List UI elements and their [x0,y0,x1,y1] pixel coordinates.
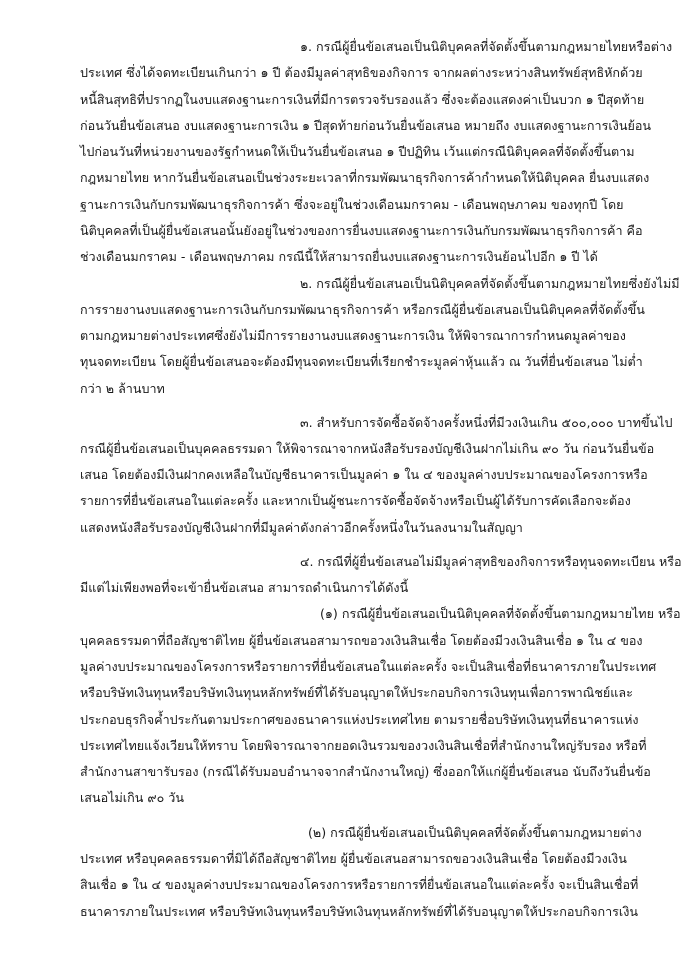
paragraph-2-line-2: การรายงานงบแสดงฐานะการเงินกับกรมพัฒนาธุรกิจการค้า หรือกรณีผู้ยื่นข้อเสนอเป็นนิติบุคคลที่จัดตั้งขึ้น [80,302,645,317]
subitem-1-line-4: หรือบริษัทเงินทุนหรือบริษัทเงินทุนหลักทรัพย์ที่ได้รับอนุญาตให้ประกอบกิจการเงินทุนเพื่อการพาณิชย์และ [80,685,633,700]
paragraph-1-line-4: ก่อนวันยื่นข้อเสนอ งบแสดงฐานะการเงิน ๑ ปีสุดท้ายก่อนวันยื่นข้อเสนอ หมายถึง งบแสดงฐานะการเงินย้อน [80,118,651,133]
paragraph-1-line-3: หนี้สินสุทธิที่ปรากฏในงบแสดงฐานะการเงินที่มีการตรวจรับรองแล้ว ซึ่งจะต้องแสดงค่าเป็นบวก ๑ ปีสุดท้าย [80,92,645,107]
paragraph-1-line-8: นิติบุคคลที่เป็นผู้ยื่นข้อเสนอนั้นยังอยู่ในช่วงของการยื่นงบแสดงฐานะการเงินกับกรมพัฒนาธุรกิจการค้า คือ [80,223,643,238]
subitem-1-line-6: ประเทศไทยแจ้งเวียนให้ทราบ โดยพิจารณาจากยอดเงินรวมของวงเงินสินเชื่อที่สำนักงานใหญ่รับรอง หรือที่ [80,738,647,753]
subitem-2-line-1: (๒) กรณีผู้ยื่นข้อเสนอเป็นนิติบุคคลที่จัดตั้งขึ้นตามกฎหมายต่าง [308,825,642,840]
subitem-1-line-8: เสนอไม่เกิน ๙๐ วัน [80,790,184,805]
paragraph-3-line-4: รายการที่ยื่นข้อเสนอในแต่ละครั้ง และหากเป็นผู้ชนะการจัดซื้อจัดจ้างหรือเป็นผู้ได้รับการคัดเลือกจะต้อง [80,493,631,508]
paragraph-1-line-7: ฐานะการเงินกับกรมพัฒนาธุรกิจการค้า ซึ่งจะอยู่ในช่วงเดือนมกราคม - เดือนพฤษภาคม ของทุกปี โดย [80,197,624,212]
paragraph-1-line-9: ช่วงเดือนมกราคม - เดือนพฤษภาคม กรณีนี้ให้สามารถยื่นงบแสดงฐานะการเงินย้อนไปอีก ๑ ปี ได้ [80,249,598,264]
paragraph-2-line-3: ตามกฎหมายต่างประเทศซึ่งยังไม่มีการรายงานงบแสดงฐานะการเงิน ให้พิจารณาการกำหนดมูลค่าของ [80,328,626,343]
paragraph-2-line-5: กว่า ๒ ล้านบาท [80,381,165,396]
paragraph-3-line-5: แสดงหนังสือรับรองบัญชีเงินฝากที่มีมูลค่าดังกล่าวอีกครั้งหนึ่งในวันลงนามในสัญญา [80,520,523,535]
subitem-2-line-2: ประเทศ หรือบุคคลธรรมดาที่มิได้ถือสัญชาติไทย ผู้ยื่นข้อเสนอสามารถขอวงเงินสินเชื่อ โดยต้องมีวงเงิน [80,851,627,866]
subitem-1-line-2: บุคคลธรรมดาที่ถือสัญชาติไทย ผู้ยื่นข้อเสนอสามารถขอวงเงินสินเชื่อ โดยต้องมีวงเงินสินเชื่อ ๑ ใน ๔ ของ [80,633,643,648]
paragraph-1-line-2: ประเทศ ซึ่งได้จดทะเบียนเกินกว่า ๑ ปี ต้องมีมูลค่าสุทธิของกิจการ จากผลต่างระหว่างสินทรัพย์สุทธิหักด้วย [80,65,643,80]
subitem-1-line-3: มูลค่างบประมาณของโครงการหรือรายการที่ยื่นข้อเสนอในแต่ละครั้ง จะเป็นสินเชื่อที่ธนาคารภายในประเทศ [80,659,657,674]
paragraph-1-line-6: กฎหมายไทย หากวันยื่นข้อเสนอเป็นช่วงระยะเวลาที่กรมพัฒนาธุรกิจการค้ากำหนดให้นิติบุคคล ยื่นงบแสดง [80,170,650,185]
paragraph-3-line-2: กรณีผู้ยื่นข้อเสนอเป็นบุคคลธรรมดา ให้พิจารณาจากหนังสือรับรองบัญชีเงินฝากไม่เกิน ๙๐ วัน ก่อนวันยื่นข้อ [80,441,655,456]
subitem-1-line-7: สำนักงานสาขารับรอง (กรณีได้รับมอบอำนาจจากสำนักงานใหญ่) ซึ่งออกให้แก่ผู้ยื่นข้อเสนอ นับถึงวันยื่นข้อ [80,764,651,779]
paragraph-1-line-5: ไปก่อนวันที่หน่วยงานของรัฐกำหนดให้เป็นวันยื่นข้อเสนอ ๑ ปีปฏิทิน เว้นแต่กรณีนิติบุคคลที่จัดตั้งขึ้นตาม [80,144,635,159]
paragraph-2-line-4: ทุนจดทะเบียน โดยผู้ยื่นข้อเสนอจะต้องมีทุนจดทะเบียนที่เรียกชำระมูลค่าหุ้นแล้ว ณ วันที่ยื่นข้อเสนอ ไม่ต่ำ [80,354,643,369]
paragraph-2-line-1: ๒. กรณีผู้ยื่นข้อเสนอเป็นนิติบุคคลที่จัดตั้งขึ้นตามกฎหมายไทยซึ่งยังไม่มี [300,276,680,291]
subitem-1-line-1: (๑) กรณีผู้ยื่นข้อเสนอเป็นนิติบุคคลที่จัดตั้งขึ้นตามกฎหมายไทย หรือ [320,606,681,621]
paragraph-3-line-1: ๓. สำหรับการจัดซื้อจัดจ้างครั้งหนึ่งที่มีวงเงินเกิน ๕๐๐,๐๐๐ บาทขึ้นไป [300,415,673,430]
paragraph-1-line-1: ๑. กรณีผู้ยื่นข้อเสนอเป็นนิติบุคคลที่จัดตั้งขึ้นตามกฎหมายไทยหรือต่าง [300,39,673,54]
paragraph-4-line-2: มีแต่ไม่เพียงพอที่จะเข้ายื่นข้อเสนอ สามารถดำเนินการได้ดังนี้ [80,580,409,595]
subitem-2-line-3: สินเชื่อ ๑ ใน ๔ ของมูลค่างบประมาณของโครงการหรือรายการที่ยื่นข้อเสนอในแต่ละครั้ง จะเป็นสินเชื่อที่ [80,877,639,892]
paragraph-4-line-1: ๔. กรณีที่ผู้ยื่นข้อเสนอไม่มีมูลค่าสุทธิของกิจการหรือทุนจดทะเบียน หรือ [300,554,682,569]
paragraph-3-line-3: เสนอ โดยต้องมีเงินฝากคงเหลือในบัญชีธนาคารเป็นมูลค่า ๑ ใน ๔ ของมูลค่างบประมาณของโครงการหรือ [80,467,648,482]
subitem-1-line-5: ประกอบธุรกิจค้ำประกันตามประกาศของธนาคารแห่งประเทศไทย ตามรายชื่อบริษัทเงินทุนที่ธนาคารแห่ง [80,712,639,727]
subitem-2-line-4: ธนาคารภายในประเทศ หรือบริษัทเงินทุนหรือบริษัทเงินทุนหลักทรัพย์ที่ได้รับอนุญาตให้ประกอบกิจการเงิน [80,904,638,919]
